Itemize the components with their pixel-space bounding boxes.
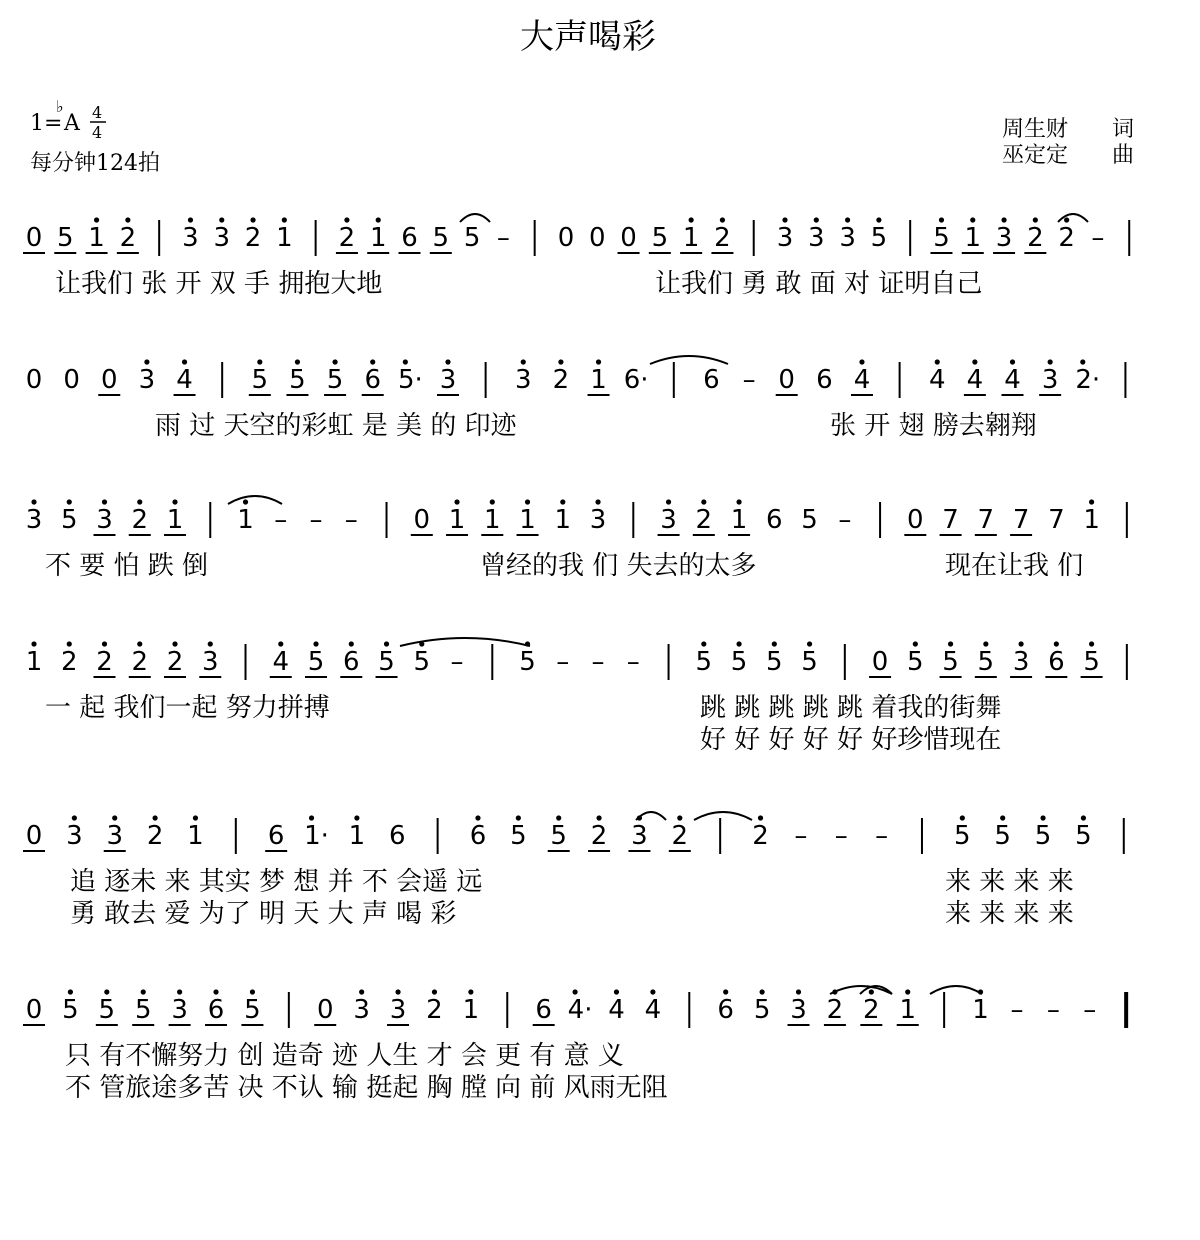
dash-extension: – (1046, 995, 1060, 1025)
octave-dot (395, 989, 400, 994)
dash-extension: – (309, 505, 323, 535)
note: 6 (267, 821, 285, 851)
octave-dot (939, 217, 944, 222)
note: 6 (717, 995, 734, 1025)
octave-dot (869, 989, 874, 994)
note: 2 (1058, 223, 1075, 253)
note: 6 (401, 223, 418, 253)
note: 5 (730, 647, 748, 677)
note: 2 (426, 995, 443, 1025)
tie-arc (1058, 214, 1088, 222)
octave-dot (948, 641, 953, 646)
note: 3 (106, 821, 123, 851)
octave-dot (282, 217, 287, 222)
note: 5 (651, 223, 669, 253)
octave-dot (490, 499, 495, 504)
note: 2 (60, 647, 78, 677)
key-signature (30, 97, 106, 142)
octave-dot (701, 499, 706, 504)
note: 3 (776, 223, 794, 253)
note: 5 (695, 647, 713, 677)
octave-dot (596, 359, 601, 364)
octave-dot (332, 359, 337, 364)
lyric-line: 好 好 好 好 好 好珍惜现在 (700, 725, 1002, 755)
octave-dot (250, 989, 255, 994)
note: 5 (98, 995, 116, 1025)
octave-dot (104, 989, 109, 994)
octave-dot (572, 989, 577, 994)
octave-dot (772, 641, 777, 646)
dash-extension: – (1083, 995, 1097, 1025)
dash-extension: – (556, 647, 570, 677)
note: 1 (237, 505, 254, 535)
note: 0 (778, 365, 795, 395)
note: 6 (343, 647, 360, 677)
octave-dot (1040, 815, 1045, 820)
note: 7 (977, 505, 995, 535)
key-note: A (64, 111, 80, 136)
note: 4 (853, 365, 871, 395)
octave-dot (736, 641, 741, 646)
lyricist-name: 周生财 (1002, 117, 1069, 142)
octave-dot (403, 359, 408, 364)
note: 0 (25, 821, 43, 851)
octave-dot (983, 641, 988, 646)
octave-dot (250, 217, 255, 222)
note: 5 (801, 647, 818, 677)
dash-extension: – (591, 647, 605, 677)
score-rows (23, 214, 1130, 1103)
note: 2 (826, 995, 844, 1025)
note: 1 (972, 995, 989, 1025)
tie-arc (694, 812, 752, 820)
note: 1 (519, 505, 536, 535)
octave-dot (689, 217, 694, 222)
octave-dot (152, 815, 157, 820)
lyric-line: 追 逐未 来 其实 梦 想 并 不 会遥 远 (70, 867, 483, 897)
octave-dot (349, 641, 354, 646)
note: 1 (88, 223, 105, 253)
octave-dot (309, 815, 314, 820)
octave-dot (354, 815, 359, 820)
note: 5 (870, 223, 888, 253)
dash-extension: – (496, 223, 510, 253)
note: 5 (326, 365, 344, 395)
octave-dot (650, 989, 655, 994)
note: 1 (276, 223, 293, 253)
octave-dot (102, 641, 107, 646)
note: 2 (119, 223, 137, 253)
octave-dot (972, 359, 977, 364)
note: 6 (388, 821, 406, 851)
note: 0 (871, 647, 889, 677)
lyric-line: 一 起 我们一起 努力拼搏 (45, 693, 330, 723)
note: 0 (413, 505, 431, 535)
note: 6 (364, 365, 381, 395)
lyric-line: 张 开 翅 膀去翱翔 (830, 411, 1037, 441)
note: 2 (695, 505, 713, 535)
octave-dot (432, 989, 437, 994)
octave-dot (188, 217, 193, 222)
octave-dot (243, 499, 248, 504)
note: 2 (166, 647, 184, 677)
note: 2· (1075, 365, 1101, 395)
octave-dot (219, 217, 224, 222)
octave-dot (720, 217, 725, 222)
tempo-marking: 每分钟124拍 (30, 151, 160, 176)
dash-extension: – (626, 647, 640, 677)
octave-dot (31, 499, 36, 504)
octave-dot (525, 499, 530, 504)
octave-dot (516, 815, 521, 820)
note: 5 (519, 647, 536, 677)
octave-dot (845, 217, 850, 222)
octave-dot (475, 815, 480, 820)
note: 0 (63, 365, 80, 395)
note: 1 (187, 821, 204, 851)
note: 2 (552, 365, 570, 395)
dash-extension: – (834, 821, 848, 851)
note: 4· (567, 995, 593, 1025)
note: 3 (839, 223, 856, 253)
octave-dot (723, 989, 728, 994)
tie-arc (228, 496, 282, 504)
octave-dot (182, 359, 187, 364)
note: 5 (413, 647, 431, 677)
note: 2 (244, 223, 262, 253)
note: 2 (146, 821, 164, 851)
octave-dot (376, 217, 381, 222)
octave-dot (454, 499, 459, 504)
note: 6 (207, 995, 225, 1025)
octave-dot (666, 499, 671, 504)
dash-extension: – (1010, 995, 1024, 1025)
note: 3 (514, 365, 532, 395)
dash-extension: – (742, 365, 756, 395)
octave-dot (1089, 641, 1094, 646)
note: 2 (671, 821, 689, 851)
octave-dot (782, 217, 787, 222)
note: 1 (590, 365, 607, 395)
time-signature-top: 4 (92, 103, 103, 122)
dash-extension: – (344, 505, 358, 535)
note: 5 (510, 821, 527, 851)
octave-dot (876, 217, 881, 222)
note: 7 (1012, 505, 1030, 535)
lyric-line: 来 来 来 来 (945, 867, 1074, 897)
note: 7 (942, 505, 959, 535)
dash-extension: – (274, 505, 288, 535)
lyricist-role: 词 (1112, 117, 1135, 142)
octave-dot (141, 989, 146, 994)
octave-dot (758, 815, 763, 820)
note: 5 (954, 821, 971, 851)
note: 5 (307, 647, 325, 677)
note: 2 (590, 821, 608, 851)
note: 6 (766, 505, 783, 535)
octave-dot (677, 815, 682, 820)
dash-extension: – (875, 821, 889, 851)
note: 1 (1083, 505, 1100, 535)
octave-dot (859, 359, 864, 364)
note: 2 (131, 505, 149, 535)
note: 4 (176, 365, 193, 395)
note: 5 (244, 995, 261, 1025)
note: 4 (608, 995, 625, 1025)
octave-dot (208, 641, 213, 646)
note: 6 (535, 995, 552, 1025)
lyric-line: 让我们 勇 敢 面 对 证明自己 (655, 269, 983, 299)
octave-dot (960, 815, 965, 820)
octave-dot (1089, 499, 1094, 504)
note: 5 (251, 365, 269, 395)
octave-dot (193, 815, 198, 820)
note: 3 (589, 505, 607, 535)
octave-dot (1033, 217, 1038, 222)
note: 3 (660, 505, 677, 535)
octave-dot (614, 989, 619, 994)
note: 7 (1048, 505, 1065, 535)
octave-dot (701, 641, 706, 646)
lyric-line: 来 来 来 来 (945, 899, 1074, 929)
note: 5 (378, 647, 395, 677)
composer-name: 巫定定 (1002, 143, 1069, 168)
lyric-line: 只 有不懈努力 创 造奇 迹 人生 才 会 更 有 意 义 (65, 1041, 624, 1071)
note: 3 (995, 223, 1013, 253)
time-signature-bottom: 4 (92, 123, 103, 142)
note: 1 (730, 505, 748, 535)
note: 1 (448, 505, 466, 535)
note: 4 (966, 365, 984, 395)
note: 4 (644, 995, 662, 1025)
note: 6 (703, 365, 720, 395)
note: 3 (171, 995, 188, 1025)
note: 0 (907, 505, 924, 535)
octave-dot (913, 641, 918, 646)
note: 3 (790, 995, 807, 1025)
note: 5 (57, 223, 74, 253)
octave-dot (68, 989, 73, 994)
note: 2 (714, 223, 731, 253)
note: 5· (397, 365, 423, 395)
note: 5 (933, 223, 950, 253)
note: 3 (1012, 647, 1030, 677)
note: 1 (348, 821, 366, 851)
octave-dot (814, 217, 819, 222)
note: 5 (766, 647, 783, 677)
note: 3 (1041, 365, 1059, 395)
note: 0 (25, 223, 43, 253)
note: 0 (25, 365, 43, 395)
note: 3 (439, 365, 457, 395)
note: 1 (25, 647, 43, 677)
octave-dot (278, 641, 283, 646)
octave-dot (67, 499, 72, 504)
key-label: 1= (30, 111, 63, 136)
note: 3 (353, 995, 370, 1025)
lyric-line: 曾经的我 们 失去的太多 (480, 551, 757, 581)
note: 5 (62, 995, 79, 1025)
octave-dot (560, 499, 565, 504)
composer-role: 曲 (1112, 143, 1135, 168)
octave-dot (1001, 217, 1006, 222)
octave-dot (807, 641, 812, 646)
octave-dot (72, 815, 77, 820)
note: 1 (166, 505, 184, 535)
note: 0 (316, 995, 334, 1025)
song-title: 大声喝彩 (520, 17, 656, 57)
tie-arc (460, 214, 490, 222)
octave-dot (137, 499, 142, 504)
octave-dot (1064, 217, 1069, 222)
octave-dot (359, 989, 364, 994)
note: 3 (66, 821, 83, 851)
note: 2 (96, 647, 113, 677)
octave-dot (1000, 815, 1005, 820)
note: 5 (942, 647, 959, 677)
note: 3 (96, 505, 113, 535)
note: 0 (100, 365, 118, 395)
note: 0 (620, 223, 637, 253)
note: 5 (907, 647, 924, 677)
note: 1 (964, 223, 982, 253)
note: 5 (1034, 821, 1052, 851)
note: 3 (25, 505, 43, 535)
note: 1· (304, 821, 329, 851)
octave-dot (595, 499, 600, 504)
octave-dot (1054, 641, 1059, 646)
octave-dot (905, 989, 910, 994)
dash-extension: – (1091, 223, 1105, 253)
octave-dot (125, 217, 130, 222)
note: 1 (554, 505, 572, 535)
note: 5 (432, 223, 450, 253)
lyric-line: 勇 敢去 爱 为了 明 天 大 声 喝 彩 (70, 899, 457, 929)
note: 5 (753, 995, 771, 1025)
octave-dot (736, 499, 741, 504)
note: 3 (808, 223, 825, 253)
octave-dot (67, 641, 72, 646)
note: 5 (994, 821, 1011, 851)
note: 3 (138, 365, 156, 395)
lyric-line: 跳 跳 跳 跳 跳 着我的街舞 (700, 693, 1002, 723)
octave-dot (558, 359, 563, 364)
note: 1 (899, 995, 916, 1025)
lyric-line: 不 要 怕 跌 倒 (45, 551, 209, 581)
note: 5 (801, 505, 818, 535)
note: 1 (462, 995, 480, 1025)
note: 1 (682, 223, 700, 253)
dash-extension: – (450, 647, 464, 677)
note: 5 (1075, 821, 1092, 851)
octave-dot (213, 989, 218, 994)
note: 3 (201, 647, 219, 677)
octave-dot (257, 359, 262, 364)
note: 5 (60, 505, 78, 535)
octave-dot (468, 989, 473, 994)
note: 3 (213, 223, 231, 253)
note: 6 (816, 365, 833, 395)
note: 4 (1004, 365, 1021, 395)
note: 6 (1048, 647, 1065, 677)
octave-dot (1018, 641, 1023, 646)
octave-dot (760, 989, 765, 994)
octave-dot (935, 359, 940, 364)
octave-dot (445, 359, 450, 364)
note: 1 (369, 223, 387, 253)
lyric-line: 雨 过 天空的彩虹 是 美 的 印迹 (155, 411, 517, 441)
octave-dot (370, 359, 375, 364)
octave-dot (344, 217, 349, 222)
note: 1 (484, 505, 501, 535)
note: 4 (272, 647, 290, 677)
note: 2 (752, 821, 769, 851)
tie-arc (650, 356, 728, 364)
dash-extension: – (794, 821, 808, 851)
note: 3 (631, 821, 648, 851)
note: 5 (550, 821, 567, 851)
octave-dot (1048, 359, 1053, 364)
note: 0 (25, 995, 43, 1025)
note: 5 (134, 995, 152, 1025)
note: 6 (469, 821, 487, 851)
octave-dot (556, 815, 561, 820)
tie-arc (930, 986, 982, 994)
octave-dot (112, 815, 117, 820)
note: 3 (182, 223, 199, 253)
octave-dot (172, 499, 177, 504)
octave-dot (796, 989, 801, 994)
note: 6· (623, 365, 649, 395)
octave-dot (313, 641, 318, 646)
lyric-line: 现在让我 们 (945, 551, 1084, 581)
note: 4 (928, 365, 946, 395)
note: 2 (863, 995, 880, 1025)
lyric-line: 不 管旅途多苦 决 不认 输 挺起 胸 膛 向 前 风雨无阻 (65, 1073, 668, 1103)
octave-dot (1080, 359, 1085, 364)
note: 2 (1027, 223, 1044, 253)
octave-dot (521, 359, 526, 364)
octave-dot (384, 641, 389, 646)
octave-dot (177, 989, 182, 994)
note: 2 (338, 223, 356, 253)
note: 5 (289, 365, 306, 395)
note: 3 (389, 995, 407, 1025)
note: 0 (557, 223, 575, 253)
octave-dot (144, 359, 149, 364)
flat-sign: ♭ (56, 97, 64, 116)
octave-dot (94, 217, 99, 222)
octave-dot (295, 359, 300, 364)
note: 5 (463, 223, 481, 253)
note: 5 (977, 647, 995, 677)
lyric-line: 让我们 张 开 双 手 拥抱大地 (55, 269, 383, 299)
dash-extension: – (838, 505, 852, 535)
octave-dot (172, 641, 177, 646)
octave-dot (596, 815, 601, 820)
note: 2 (131, 647, 149, 677)
octave-dot (1081, 815, 1086, 820)
octave-dot (137, 641, 142, 646)
octave-dot (970, 217, 975, 222)
note: 0 (588, 223, 606, 253)
octave-dot (31, 641, 36, 646)
note: 5 (1083, 647, 1100, 677)
octave-dot (1010, 359, 1015, 364)
octave-dot (102, 499, 107, 504)
